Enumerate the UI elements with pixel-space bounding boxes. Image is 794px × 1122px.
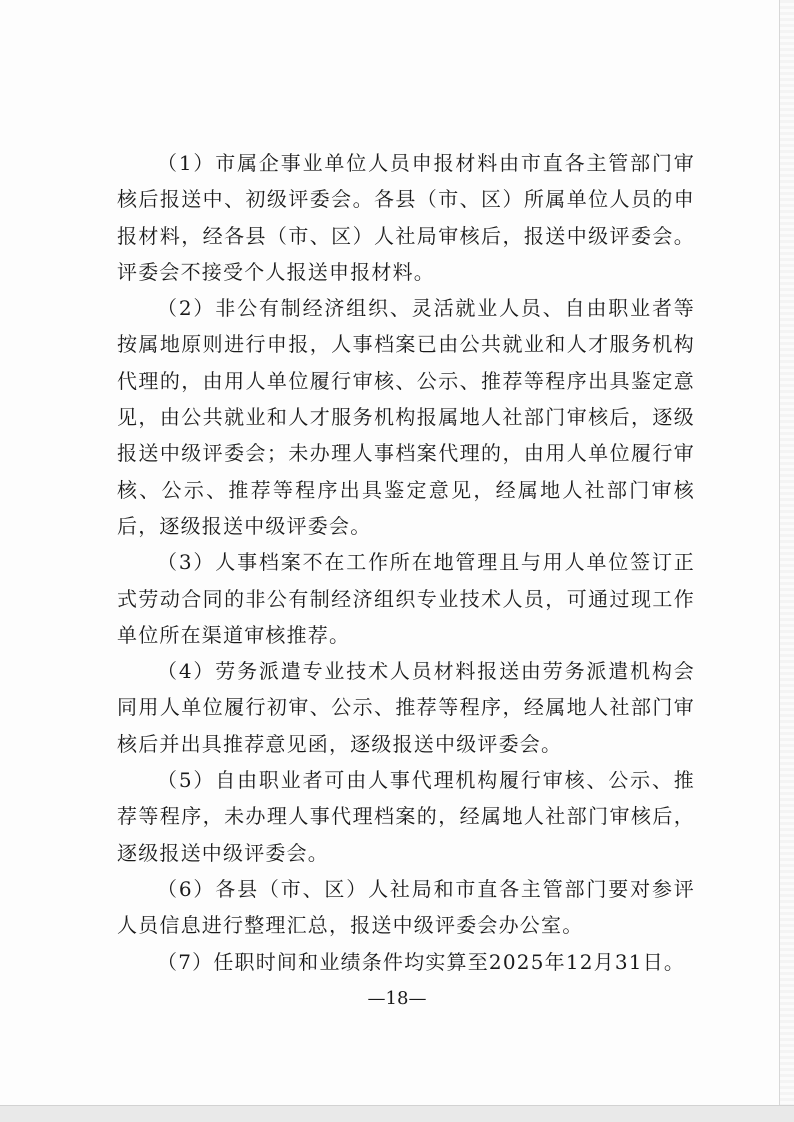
page-number: —18— [367,988,427,1009]
body-text [117,145,695,980]
paragraph-3: （3）人事档案不在工作所在地管理且与用人单位签订正式劳动合同的非公有制经济组织专业技术人员，可通过现工作单位所在渠道审核推荐。 [117,550,695,647]
page-edge-bottom [0,1105,794,1122]
paragraph-2: （2）非公有制经济组织、灵活就业人员、自由职业者等按属地原则进行申报，人事档案已由公共就业和人才服务机构代理的，由用人单位履行审核、公示、推荐等程序出具鉴定意见，由公共就业和人才服务机构报属地人社部门审核后，逐级报送中级评委会；未办理人事档案代理的，由用人单位履行审核、公示、推荐等程序出具鉴定意见，经属地人社部门审核后，逐级报送中级评委会。 [117,296,695,538]
paragraph-7: （7）任职时间和业绩条件均实算至2025年12月31日。 [157,949,686,974]
page-edge-right [779,0,794,1106]
paragraph-4: （4）劳务派遣专业技术人员材料报送由劳务派遣机构会同用人单位履行初审、公示、推荐等程序，经属地人社部门审核后并出具推荐意见函，逐级报送中级评委会。 [117,659,695,756]
paragraph-5: （5）自由职业者可由人事代理机构履行审核、公示、推荐等程序，未办理人事代理档案的，经属地人社部门审核后，逐级报送中级评委会。 [117,768,695,865]
paragraph-1: （1）市属企事业单位人员申报材料由市直各主管部门审核后报送中、初级评委会。各县（市、区）所属单位人员的申报材料，经各县（市、区）人社局审核后，报送中级评委会。评委会不接受个人报送申报材料。 [117,151,695,284]
paragraph-6: （6）各县（市、区）人社局和市直各主管部门要对参评人员信息进行整理汇总，报送中级评委会办公室。 [117,876,695,938]
